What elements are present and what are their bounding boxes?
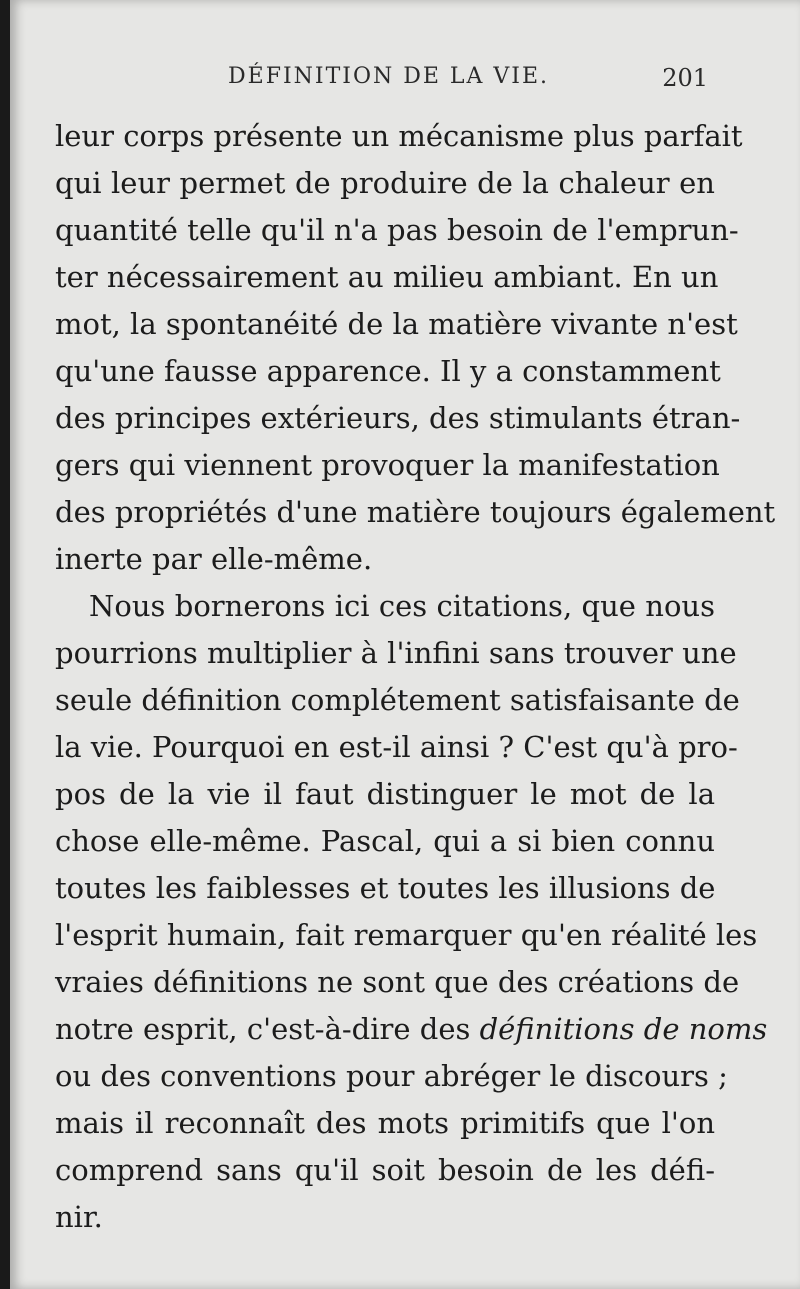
text-line: quantité telle qu'il n'a pas besoin de l'emprun- — [55, 213, 739, 247]
text-line: des propriétés d'une matière toujours également — [55, 495, 776, 529]
text-line: comprend sans qu'il soit besoin de les défi- — [55, 1153, 715, 1187]
text-line: mais il reconnaît des mots primitifs que l'on — [55, 1106, 715, 1140]
text-line: seule définition complétement satisfaisante de — [55, 683, 740, 717]
text-line: des principes extérieurs, des stimulants étran- — [55, 401, 741, 435]
book-page — [10, 0, 800, 1289]
text-line: leur corps présente un mécanisme plus parfait — [55, 119, 743, 153]
text-line: la vie. Pourquoi en est-il ainsi ? C'est qu'à pro- — [55, 730, 738, 764]
italic-phrase: définitions de noms — [479, 1012, 768, 1046]
paragraph-2 — [55, 583, 768, 1241]
text-line: pos de la vie il faut distinguer le mot de la — [55, 777, 715, 811]
text-line: ter nécessairement au milieu ambiant. En un — [55, 260, 719, 294]
text-line: mot, la spontanéité de la matière vivante n'est — [55, 307, 738, 341]
text-line-with-italic — [55, 1006, 768, 1053]
text-line: ou des conventions pour abréger le discours ; — [55, 1059, 728, 1093]
body-text — [55, 113, 776, 1241]
text-line: inerte par elle-même. — [55, 542, 373, 576]
text-line: qu'une fausse apparence. Il y a constamment — [55, 354, 721, 388]
page-number: 201 — [662, 64, 708, 92]
paragraph-1 — [55, 113, 776, 583]
text-segment: notre esprit, c'est-à-dire des — [55, 1012, 480, 1046]
text-line: gers qui viennent provoquer la manifestation — [55, 448, 720, 482]
text-line: l'esprit humain, fait remarquer qu'en réalité les — [55, 918, 758, 952]
text-line: vraies définitions ne sont que des créations de — [55, 965, 740, 999]
running-header — [10, 64, 800, 104]
text-line: qui leur permet de produire de la chaleur en — [55, 166, 715, 200]
text-line: nir. — [55, 1200, 103, 1234]
text-line: toutes les faiblesses et toutes les illusions de — [55, 871, 716, 905]
text-line: pourrions multiplier à l'infini sans trouver une — [55, 636, 737, 670]
text-line: Nous bornerons ici ces citations, que nous — [89, 589, 715, 623]
text-line: chose elle-même. Pascal, qui a si bien connu — [55, 824, 715, 858]
running-title: DÉFINITION DE LA VIE. — [228, 64, 550, 89]
